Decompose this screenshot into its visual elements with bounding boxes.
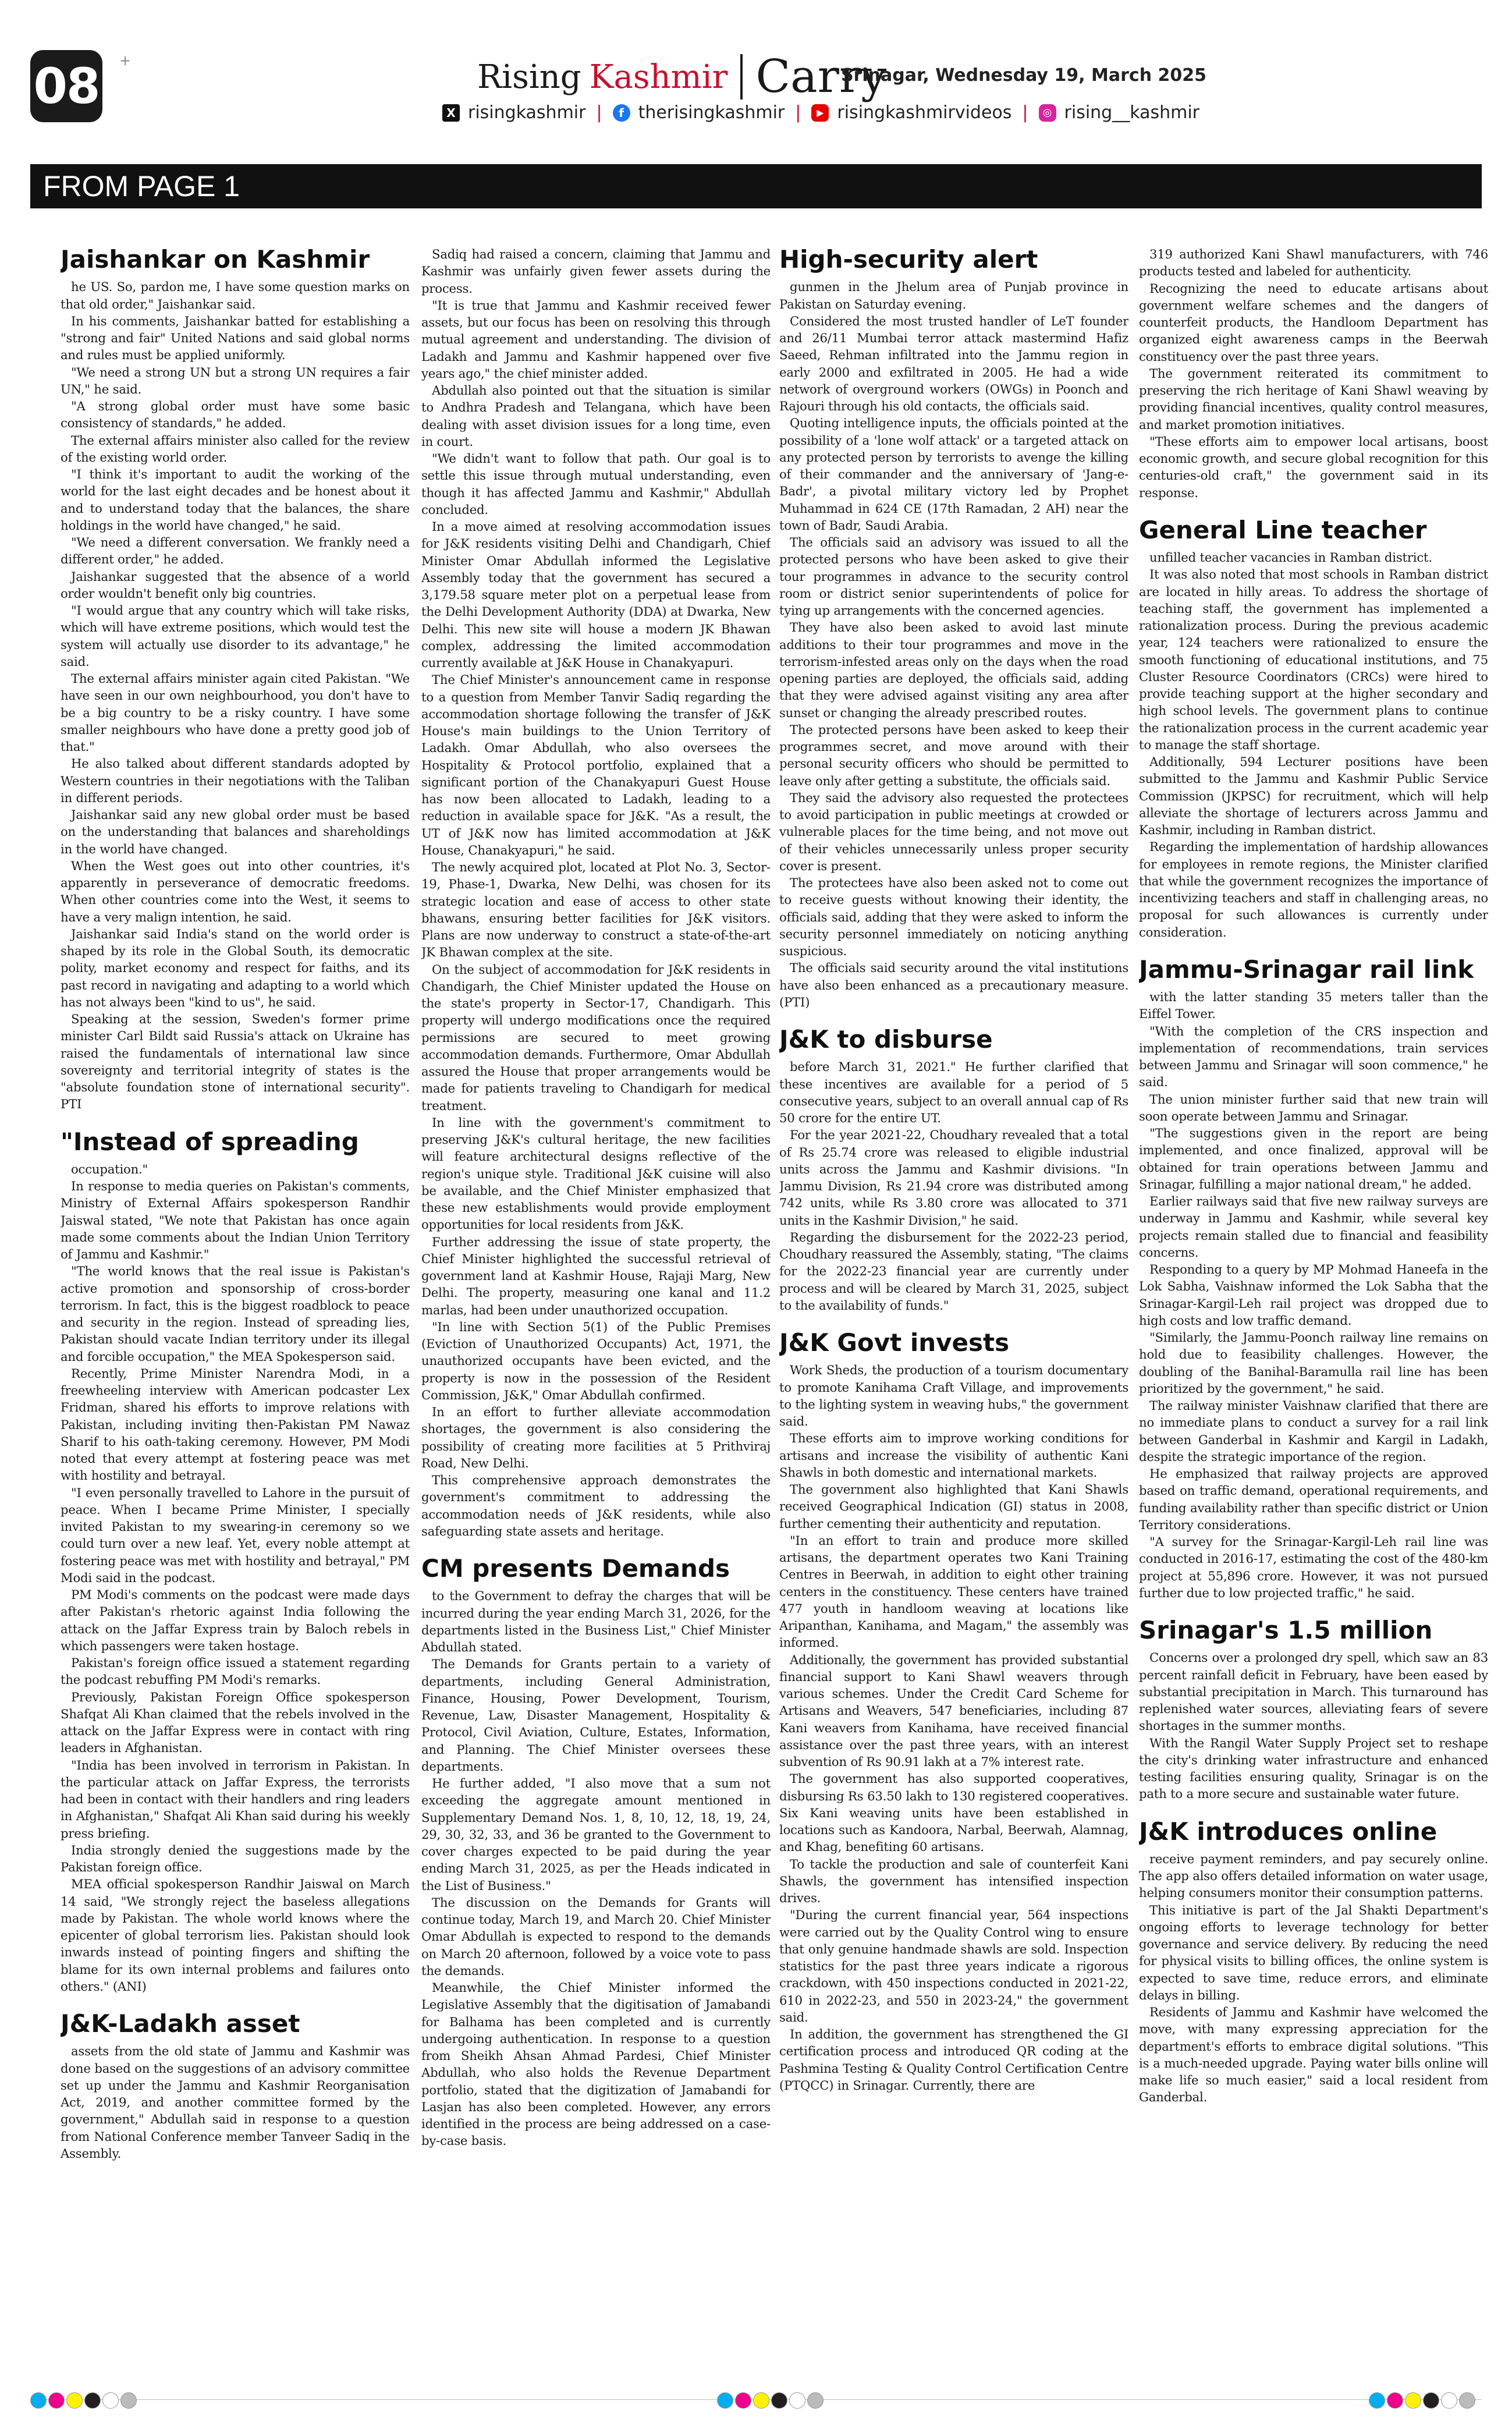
article-paragraph: Jaishankar said India's stand on the world order is shaped by its role in the Global South, its democratic polity, market economy and respect for faiths, and its past record in navigating and adapting to a world which has not always been "kind to us", he said. xyxy=(61,926,410,1009)
article-paragraph: "With the completion of the CRS inspection and implementation of recommendations, train services between Jammu and Srinagar will soon commence," he said. xyxy=(1139,1023,1488,1090)
article-paragraph: The railway minister Vaishnaw clarified that there are no immediate plans to conduct a survey for a rail link between Ganderbal in Kashmir and Kargil in Ladakh, despite the strategic importance of the region. xyxy=(1139,1398,1488,1464)
color-swatch xyxy=(1405,2392,1421,2409)
article-headline: Jammu-Srinagar rail link xyxy=(1139,955,1474,984)
color-swatch xyxy=(102,2392,119,2409)
article-paragraph: unfilled teacher vacancies in Ramban district. xyxy=(1149,550,1432,565)
article-paragraph: "The world knows that the real issue is Pakistan's active promotion and sponsorship of cross-border terrorism. In fact, this is the biggest roadblock to peace and security in the region. Instead of spreading lies, Pakistan should vacate Indian territory under its illegal and forcible occupation," the MEA Spokesperson said. xyxy=(61,1264,410,1364)
youtube-icon: ▶ xyxy=(811,104,829,122)
article-paragraph: "In an effort to train and produce more skilled artisans, the department operates two Kani Training Centres in Beerwah, in addition to eight other training centers in the constituency. These centers have trained 477 youth in handloom weaving at locations like Aripanthan, Kanihama, and Magam," the assembly was informed. xyxy=(779,1533,1128,1650)
article-paragraph: Recently, Prime Minister Narendra Modi, in a freewheeling interview with American podcaster Lex Fridman, shared his efforts to improve relations with Pakistan, including inviting then-Pakistan PM Nawaz Sharif to his oath-taking ceremony. However, PM Modi noted that every attempt at fostering peace was met with hostility and betrayal. xyxy=(61,1366,410,1483)
article-paragraph: "Similarly, the Jammu-Poonch railway line remains on hold due to feasibility challenges. However, the doubling of the Banihal-Baramulla rail line has been prioritized by the government," he said. xyxy=(1139,1330,1488,1396)
article-paragraph: gunmen in the Jhelum area of Punjab province in Pakistan on Saturday evening. xyxy=(779,279,1128,311)
article-paragraph: occupation." xyxy=(71,1161,148,1176)
color-swatch xyxy=(717,2392,733,2409)
article-paragraph: They have also been asked to avoid last minute additions to their tour programmes and move in the terrorism-infested areas only on the days when the road opening parties are deployed, the officials said, adding that they were advised against visiting any area after sunset or changing the already prescribed routes. xyxy=(779,620,1128,720)
article-paragraph: Previously, Pakistan Foreign Office spokesperson Shafqat Ali Khan claimed that the rebels involved in the attack on the Jaffar Express were in contact with ring leaders in Afghanistan. xyxy=(61,1689,410,1756)
article-paragraph: with the latter standing 35 meters taller than the Eiffel Tower. xyxy=(1139,990,1488,1022)
article-paragraph: "A survey for the Srinagar-Kargil-Leh rail line was conducted in 2016-17, estimating the cost of the 480-km project at 55,896 crore. However, it was not pursued further due to low projected traffic," he said. xyxy=(1139,1534,1488,1600)
article-paragraph: Jaishankar suggested that the absence of a world order wouldn't benefit only big countries. xyxy=(61,569,410,601)
social-handle-instagram: rising__kashmir xyxy=(1064,102,1199,123)
article-paragraph: In response to media queries on Pakistan's comments, Ministry of External Affairs spokesperson Randhir Jaiswal stated, "We note that Pakistan has once again made some comments about the Indian Union Territory of Jammu and Kashmir." xyxy=(61,1179,410,1262)
article-paragraph: "The suggestions given in the report are being implemented, and once finalized, approval will be obtained for train operations between Jammu and Srinagar, fulfilling a major national dream," he added. xyxy=(1139,1126,1488,1192)
article-paragraph: The external affairs minister again cited Pakistan. "We have seen in our own neighbourhood, you don't have to be a big country to be a risky country. I have some smaller neighbours who have done a pretty good job of that." xyxy=(61,671,410,754)
article-paragraph: The external affairs minister also called for the review of the existing world order. xyxy=(61,432,410,464)
separator: | xyxy=(795,102,801,123)
article-paragraph: Jaishankar said any new global order must be based on the understanding that balances and shareholdings in the world have changed. xyxy=(61,807,410,856)
article-paragraph: In addition, the government has strengthened the GI certification process and introduced QR coding at the Pashmina Testing & Quality Control Certification Centre (PTQCC) in Srinagar. Currently, there are xyxy=(779,2027,1128,2093)
article-paragraph: Regarding the disbursement for the 2022-23 period, Choudhary reassured the Assembly, stating, "The claims for the 2022-23 financial year are currently under process and will be cleared by March 31, 2025, subject to the availability of funds." xyxy=(779,1229,1128,1313)
x-icon: X xyxy=(442,104,460,122)
color-swatch xyxy=(1459,2392,1475,2409)
color-swatch xyxy=(1387,2392,1403,2409)
color-swatch xyxy=(30,2392,47,2409)
article-paragraph: The officials said an advisory was issued to all the protected persons who have been asked to give their tour programmes in advance to the security control room or district senior superintendents of police for tying up arrangements with the concerned agencies. xyxy=(779,535,1128,618)
social-handles xyxy=(442,102,1199,123)
article-paragraph: Work Sheds, the production of a tourism documentary to promote Kanihama Craft Village, and improvements to the lighting system in weaving hubs," the government said. xyxy=(779,1363,1128,1429)
article-paragraph: Earlier railways said that five new railway surveys are underway in Jammu and Kashmir, while several key projects remain stalled due to financial and feasibility concerns. xyxy=(1139,1194,1488,1260)
color-swatch xyxy=(84,2392,101,2409)
article-paragraph: The union minister further said that new train will soon operate between Jammu and Srinagar. xyxy=(1139,1091,1488,1123)
color-swatch xyxy=(48,2392,65,2409)
article-paragraph: India strongly denied the suggestions made by the Pakistan foreign office. xyxy=(61,1842,410,1875)
social-handle-facebook: therisingkashmir xyxy=(638,102,785,123)
column-3 xyxy=(779,246,1128,2353)
color-swatch xyxy=(66,2392,83,2409)
article-paragraph: The officials said security around the vital institutions have also been enhanced as a precautionary measure. (PTI) xyxy=(779,960,1128,1009)
article-paragraph: Sadiq had raised a concern, claiming that Jammu and Kashmir was unfairly given fewer assets during the process. xyxy=(421,247,771,296)
article-paragraph: MEA official spokesperson Randhir Jaiswal on March 14 said, "We strongly reject the baseless allegations made by Pakistan. The whole world knows where the epicenter of global terrorism lies. Pakistan should look inwards instead of pointing fingers and shifting the blame for its own internal problems and failures onto others." (ANI) xyxy=(61,1877,410,1994)
article-paragraph: Additionally, the government has provided substantial financial support to Kani Shawl weavers through various schemes. Under the Credit Card Scheme for Artisans and Weavers, 547 beneficiaries, including 87 Kani weavers from Kanihama, have received financial assistance over the past three years, with an interest subvention of Rs 90.91 lakh at a 7% interest rate. xyxy=(779,1652,1128,1770)
article-paragraph: It was also noted that most schools in Ramban district are located in hilly areas. To address the shortage of teaching staff, the government has implemented a rationalization process. During the previous academic year, 124 teachers were rationalized to ensure the smooth functioning of educational institutions, and 75 Cluster Resource Coordinators (CRCs) were hired to provide teaching support at the higher secondary and high school levels. The government plans to continue the rationalization process in the current academic year to manage the staff shortage. xyxy=(1139,567,1488,752)
article-paragraph: Additionally, 594 Lecturer positions have been submitted to the Jammu and Kashmir Public Service Commission (JKPSC) for recruitment, which will help alleviate the shortage of lecturers across Jammu and Kashmir, including in Ramban district. xyxy=(1139,754,1488,838)
registration-mark: + xyxy=(119,52,132,69)
article-paragraph: He further added, "I also move that a sum not exceeding the aggregate amount mentioned in Supplementary Demand Nos. 1, 8, 10, 12, 18, 19, 24, 29, 30, 32, 33, and 36 be granted to the Government to cover charges expected to be paid during the year ending March 31, 2025, as per the Heads indicated in the List of Business." xyxy=(421,1776,771,1893)
article-paragraph: The government reiterated its commitment to preserving the rich heritage of Kani Shawl weaving by providing financial incentives, quality control measures, and market promotion initiatives. xyxy=(1139,366,1488,432)
article-paragraph: "We need a strong UN but a strong UN requires a fair UN," he said. xyxy=(61,364,410,396)
section-banner: FROM PAGE 1 xyxy=(30,164,1482,208)
color-swatch xyxy=(1441,2392,1457,2409)
article-paragraph: In a move aimed at resolving accommodation issues for J&K residents visiting Delhi and Chandigarh, Chief Minister Omar Abdullah informed the Legislative Assembly today that the government has secured a 3,179.58 square meter plot on a perpetual lease from the Delhi Development Authority (DDA) at Dwarka, New Delhi. This new site will house a modern JK Bhawan complex, addressing the limited accommodation currently available at J&K House in Chanakyapuri. xyxy=(421,519,771,670)
masthead-divider xyxy=(740,54,743,100)
color-swatches-center xyxy=(717,2392,824,2409)
color-swatch xyxy=(807,2392,824,2409)
article-paragraph: assets from the old state of Jammu and Kashmir was done based on the suggestions of an advisory committee set up under the Jammu and Kashmir Reorganisation Act, 2019, and another committee formed by the government," Abdullah said in response to a question from National Conference member Tanveer Sadiq in the Assembly. xyxy=(61,2044,410,2161)
page-number-badge: 08 xyxy=(30,50,102,122)
article-paragraph: Responding to a query by MP Mohmad Haneefa in the Lok Sabha, Vaishnaw informed the Lok Sabha that the Srinagar-Kargil-Leh rail project was dropped due to high costs and low traffic demand. xyxy=(1139,1262,1488,1328)
article-headline: J&K introduces online xyxy=(1139,1817,1438,1846)
facebook-icon: f xyxy=(613,104,630,122)
color-swatch xyxy=(789,2392,805,2409)
article-paragraph: "I would argue that any country which will take risks, which will have extreme positions, which would test the system will actually use disorder to its advantage," he said. xyxy=(61,603,410,669)
separator: | xyxy=(1022,102,1028,123)
article-paragraph: For the year 2021-22, Choudhary revealed that a total of Rs 25.74 crore was released to eligible industrial units across the Jammu and Kashmir divisions. "In Jammu Division, Rs 21.94 crore was distributed among 742 units, while Rs 3.80 crore was allocated to 371 units in the Kashmir Division," he said. xyxy=(779,1127,1128,1228)
column-1 xyxy=(61,246,410,2353)
article-paragraph: The protectees have also been asked not to come out to receive guests without knowing their identity, the officials said, adding that they were asked to inform the security personnel immediately on noticing anything suspicious. xyxy=(779,875,1128,959)
article-paragraph: Regarding the implementation of hardship allowances for employees in remote regions, the Minister clarified that while the government recognizes the importance of incentivizing teachers and staff in challenging areas, no proposal for such allowances is currently under consideration. xyxy=(1139,839,1488,939)
instagram-icon: ◎ xyxy=(1039,104,1056,122)
article-paragraph: This initiative is part of the Jal Shakti Department's ongoing efforts to leverage technology for better governance and service delivery. By reducing the need for physical visits to billing offices, the online system is expected to save time, reduce errors, and eliminate delays in billing. xyxy=(1139,1902,1488,2002)
color-swatches-right xyxy=(1369,2392,1475,2409)
article-paragraph: He emphasized that railway projects are approved based on traffic demand, operational requirements, and funding availability rather than specific district or Union Territory considerations. xyxy=(1139,1466,1488,1532)
article-paragraph: he US. So, pardon me, I have some question marks on that old order," Jaishankar said. xyxy=(61,279,410,311)
article-headline: J&K-Ladakh asset xyxy=(61,2009,300,2038)
color-swatches-left xyxy=(30,2392,137,2409)
article-paragraph: In an effort to further alleviate accommodation shortages, the government is also considering the possibility of creating more facilities at 5 Prithviraj Road, New Delhi. xyxy=(421,1405,771,1470)
article-headline: Jaishankar on Kashmir xyxy=(61,246,370,274)
article-paragraph: Concerns over a prolonged dry spell, which saw an 83 percent rainfall deficit in February, have been eased by substantial precipitation in March. This turnaround has replenished water sources, alleviating fears of severe shortages in the summer months. xyxy=(1139,1650,1488,1733)
article-paragraph: "We didn't want to follow that path. Our goal is to settle this issue through mutual understanding, even though it has affected Jammu and Kashmir," Abdullah concluded. xyxy=(421,451,771,517)
color-swatch xyxy=(1369,2392,1385,2409)
article-paragraph: Speaking at the session, Sweden's former prime minister Carl Bildt said Russia's attack on Ukraine has raised the fundamentals of international law since sovereignty and territorial integrity of states is the "absolute foundation stone of international security". PTI xyxy=(61,1012,410,1112)
color-swatch xyxy=(120,2392,137,2409)
article-paragraph: Pakistan's foreign office issued a statement regarding the podcast rebuffing PM Modi's remarks. xyxy=(61,1655,410,1687)
article-headline: J&K Govt invests xyxy=(779,1328,1010,1357)
color-swatch xyxy=(753,2392,769,2409)
masthead-kashmir: Kashmir xyxy=(589,58,728,96)
separator: | xyxy=(596,102,602,123)
article-paragraph: "During the current financial year, 564 inspections were carried out by the Quality Control wing to ensure that only genuine handmade shawls are sold. Inspection statistics for the past three years indicate a rigorous crackdown, with 450 inspections conducted in 2021-22, 610 in 2022-23, and 550 in 2023-24," the government said. xyxy=(779,1907,1128,2024)
article-paragraph: To tackle the production and sale of counterfeit Kani Shawls, the government has intensified inspection drives. xyxy=(779,1856,1128,1906)
supplement-title: Carry xyxy=(755,51,887,103)
color-swatch xyxy=(1423,2392,1439,2409)
column-4 xyxy=(1139,246,1488,2353)
dateline: Srinagar, Wednesday 19, March 2025 xyxy=(841,65,1206,86)
article-paragraph: With the Rangil Water Supply Project set to reshape the city's drinking water infrastructure and enhanced testing facilities ensuring quality, Srinagar is on the path to a more secure and sustainable water future. xyxy=(1139,1735,1488,1802)
article-paragraph: The government also highlighted that Kani Shawls received Geographical Indication (GI) status in 2008, further cementing their authenticity and reputation. xyxy=(779,1482,1128,1531)
article-paragraph: These efforts aim to improve working conditions for artisans and increase the visibility of authentic Kani Shawls in both domestic and international markets. xyxy=(779,1431,1128,1480)
article-paragraph: Abdullah also pointed out that the situation is similar to Andhra Pradesh and Telangana, which have been dealing with asset division issues for a long time, even in court. xyxy=(421,383,771,449)
article-paragraph: The protected persons have been asked to keep their programmes secret, and move around with their personal security officers who should be permitted to leave only after getting a substitute, the officials said. xyxy=(779,722,1128,788)
masthead-rising: Rising xyxy=(477,58,581,96)
color-swatch xyxy=(735,2392,751,2409)
article-paragraph: The Chief Minister's announcement came in response to a question from Member Tanvir Sadiq regarding the accommodation shortage following the transfer of J&K House's main buildings to the Union Territory of Ladakh. Omar Abdullah, who also oversees the Hospitality & Protocol portfolio, explained that a significant portion of the Chanakyapuri Guest House has now been allocated to Ladakh, leading to a reduction in available space for J&K. "As a result, the UT of J&K now has limited accommodation at J&K House, Chanakyapuri," he said. xyxy=(421,672,771,857)
article-paragraph: When the West goes out into other countries, it's apparently in perseverance of democratic freedoms. When other countries come into the West, it seems to have a very malign intention, he said. xyxy=(61,858,410,924)
article-paragraph: receive payment reminders, and pay securely online. The app also offers detailed information on water usage, helping consumers monitor their consumption patterns. xyxy=(1139,1851,1488,1900)
article-paragraph: They said the advisory also requested the protectees to avoid participation in public meetings at crowded or vulnerable places for the time being, and not move out of their vehicles unnecessarily unless proper security cover is present. xyxy=(779,790,1128,873)
article-paragraph: "India has been involved in terrorism in Pakistan. In the particular attack on Jaffar Express, the terrorists had been in contact with their handlers and ring leaders in Afghanistan," Shafqat Ali Khan said during his weekly press briefing. xyxy=(61,1757,410,1841)
article-headline: J&K to disburse xyxy=(779,1025,993,1054)
article-paragraph: Meanwhile, the Chief Minister informed the Legislative Assembly that the digitisation of Jamabandi for Balhama has been completed and is currently undergoing authentication. In response to a question from Sheikh Ahsan Ahmad Pardesi, Chief Minister Abdullah, who also holds the Revenue Department portfolio, stated that the digitization of Jamabandi for Lasjan has also been completed. However, any errors identified in the process are being addressed on a case-by-case basis. xyxy=(421,1980,771,2148)
article-paragraph: In line with the government's commitment to preserving J&K's cultural heritage, the new facilities will feature architectural designs reflective of the region's unique style. Traditional J&K cuisine will also be available, and the Chief Minister emphasized that these new establishments would provide employment opportunities for local residents from J&K. xyxy=(421,1115,771,1232)
article-paragraph: before March 31, 2021." He further clarified that these incentives are available for a period of 5 consecutive years, subject to an overall annual cap of Rs 50 crore for the entire UT. xyxy=(779,1059,1128,1126)
article-paragraph: Quoting intelligence inputs, the officials pointed at the possibility of a 'lone wolf attack' or a targeted attack on any protected person by terrorists to avenge the killing of their commander and the anniversary of 'Jang-e-Badr', a pivotal military victory led by Prophet Muhammad in 624 CE (17th Ramadan, 2 AH) near the town of Badr, Saudi Arabia. xyxy=(779,416,1128,533)
social-handle-x: risingkashmir xyxy=(468,102,586,123)
article-paragraph: In his comments, Jaishankar batted for establishing a "strong and fair" United Nations and said global norms and rules must be applied uniformly. xyxy=(61,313,410,363)
article-paragraph: 319 authorized Kani Shawl manufacturers, with 746 products tested and labeled for authenticity. xyxy=(1139,247,1488,279)
masthead xyxy=(477,51,887,103)
article-paragraph: Further addressing the issue of state property, the Chief Minister highlighted the successful retrieval of government land at Kashmir House, Rajaji Marg, New Delhi. The property, measuring one kanal and 11.2 marlas, had been under unauthorized occupation. xyxy=(421,1234,771,1317)
article-headline: "Instead of spreading xyxy=(61,1127,359,1156)
article-paragraph: "It is true that Jammu and Kashmir received fewer assets, but our focus has been on resolving this through mutual agreement and understanding. The division of Ladakh and Jammu and Kashmir happened over five years ago," the chief minister added. xyxy=(421,297,771,381)
article-paragraph: This comprehensive approach demonstrates the government's commitment to addressing the accommodation needs of J&K residents, while also safeguarding state assets and heritage. xyxy=(421,1473,771,1538)
article-headline: CM presents Demands xyxy=(421,1554,730,1583)
article-paragraph: to the Government to defray the charges that will be incurred during the year ending March 31, 2026, for the departments listed in the Business List," Chief Minister Abdullah stated. xyxy=(421,1588,771,1655)
column-2 xyxy=(421,246,771,2353)
article-paragraph: "A strong global order must have some basic consistency of standards," he added. xyxy=(61,399,410,431)
article-paragraph: The newly acquired plot, located at Plot No. 3, Sector-19, Phase-1, Dwarka, New Delhi, was chosen for its strategic location and ease of access to other state bhawans, ensuring better facilities for J&K visitors. Plans are now underway to construct a state-of-the-art JK Bhawan complex at the site. xyxy=(421,860,771,960)
article-paragraph: Considered the most trusted handler of LeT founder and 26/11 Mumbai terror attack mastermind Hafiz Saeed, Rehman infiltrated into the Jammu region in early 2000 and exfiltrated in 2005. He had a wide network of overground workers (OWGs) in Poonch and Rajouri through his old contacts, the officials said. xyxy=(779,313,1128,414)
social-handle-youtube: risingkashmirvideos xyxy=(837,102,1012,123)
article-paragraph: PM Modi's comments on the podcast were made days after Pakistan's rhetoric against India following the attack on the Jaffar Express train by Baloch rebels in which passengers were taken hostage. xyxy=(61,1587,410,1653)
print-registration-strip xyxy=(30,2391,1482,2409)
article-paragraph: "I even personally travelled to Lahore in the pursuit of peace. When I became Prime Minister, I specially invited Pakistan to my swearing-in ceremony so we could turn over a new leaf. Yet, every noble attempt at fostering peace was met with hostility and betrayal," PM Modi said in the podcast. xyxy=(61,1485,410,1585)
article-paragraph: "These efforts aim to empower local artisans, boost economic growth, and secure global recognition for this centuries-old craft," the government said in its response. xyxy=(1139,434,1488,500)
article-paragraph: On the subject of accommodation for J&K residents in Chandigarh, the Chief Minister updated the House on the state's property in Sector-17, Chandigarh. This property will undergo modifications once the required permissions are secured to meet growing accommodation demands. Furthermore, Omar Abdullah assured the House that proper arrangements would be made for patients traveling to Chandigarh for medical treatment. xyxy=(421,962,771,1113)
article-paragraph: Recognizing the need to educate artisans about government welfare schemes and the dangers of counterfeit products, the Handloom Department has organized eight awareness camps in the Beerwah constituency over the past three years. xyxy=(1139,281,1488,364)
article-paragraph: The government has also supported cooperatives, disbursing Rs 63.50 lakh to 130 registered cooperatives. Six Kani weaving units have been established in locations such as Kandoora, Narbal, Beerwah, Alamnag, and Khag, benefiting 60 artisans. xyxy=(779,1771,1128,1854)
color-swatch xyxy=(771,2392,787,2409)
article-paragraph: "In line with Section 5(1) of the Public Premises (Eviction of Unauthorized Occupants) Act, 1971, the unauthorized occupants have been evicted, and the property is now in the possession of the Resident Commission, J&K," Omar Abdullah confirmed. xyxy=(421,1319,771,1402)
article-headline: General Line teacher xyxy=(1139,515,1427,544)
article-headline: Srinagar's 1.5 million xyxy=(1139,1616,1433,1645)
article-paragraph: Residents of Jammu and Kashmir have welcomed the move, with many expressing appreciation for the department's efforts to embrace digital solutions. "This is a much-needed upgrade. Paying water bills online will make life so much easier," said a local resident from Ganderbal. xyxy=(1139,2005,1488,2105)
article-paragraph: "We need a different conversation. We frankly need a different order," he added. xyxy=(61,535,410,567)
article-paragraph: The discussion on the Demands for Grants will continue today, March 19, and March 20. Chief Minister Omar Abdullah is expected to respond to the demands on March 20 afternoon, followed by a voice vote to pass the demands. xyxy=(421,1895,771,1978)
article-paragraph: The Demands for Grants pertain to a variety of departments, including General Administration, Finance, Housing, Power Development, Tourism, Revenue, Law, Disaster Management, Hospitality & Protocol, Civil Aviation, Culture, Estates, Information, and Planning. The Chief Minister oversees these departments. xyxy=(421,1657,771,1774)
article-headline: High-security alert xyxy=(779,246,1038,274)
article-paragraph: "I think it's important to audit the working of the world for the last eight decades and be honest about it and to understand today that the balances, the share holdings in the world have changed," he said. xyxy=(61,467,410,533)
article-paragraph: He also talked about different standards adopted by Western countries in their negotiations with the Taliban in different periods. xyxy=(61,756,410,805)
